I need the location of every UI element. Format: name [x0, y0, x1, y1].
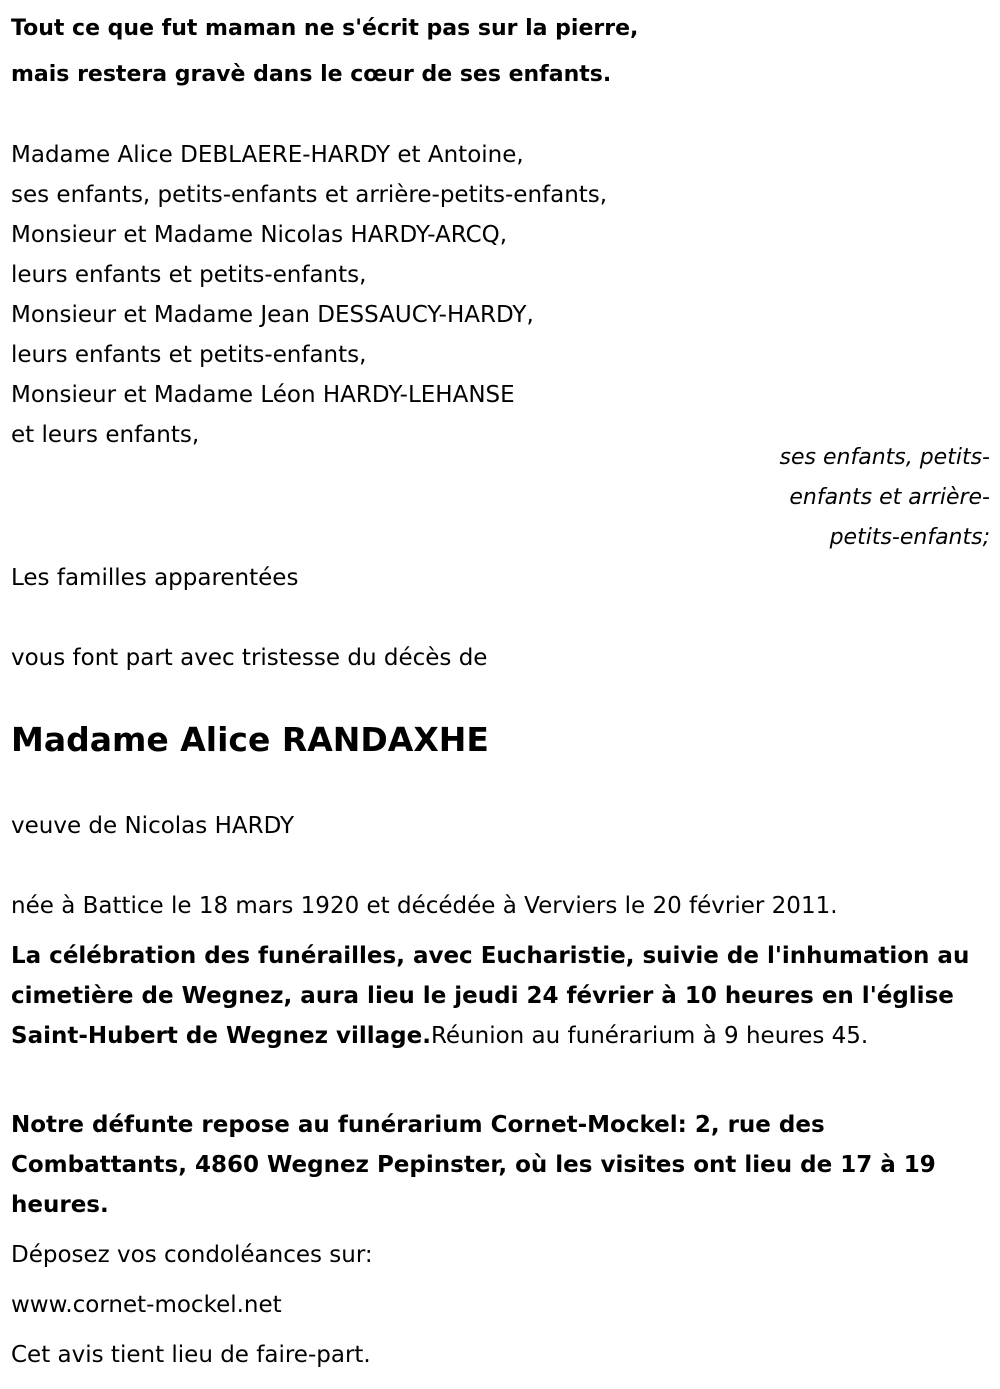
family-line: leurs enfants et petits-enfants, — [11, 262, 367, 288]
widow-of: veuve de Nicolas HARDY — [11, 813, 295, 839]
family-line: Monsieur et Madame Nicolas HARDY-ARCQ, — [11, 222, 508, 248]
repose-info: Notre défunte repose au funérarium Cornet-Mockel: 2, rue des Combattants, 4860 Wegnez Pepinster, où les visites ont lieu de 17 à 19 heures. — [11, 1112, 936, 1218]
side-note — [750, 438, 990, 558]
family-list — [11, 135, 991, 455]
side-note-line: enfants et arrière- — [789, 485, 990, 510]
epigraph-line: mais restera gravè dans le cœur de ses enfants. — [11, 62, 612, 87]
epigraph-line: Tout ce que fut maman ne s'écrit pas sur la pierre, — [11, 16, 639, 41]
ceremony-details: La célébration des funérailles, avec Eucharistie, suivie de l'inhumation au cimetière de Wegnez, aura lieu le jeudi 24 février à 10 heures en l'église Saint-Hubert de Wegnez village. — [11, 943, 970, 1049]
epigraph — [11, 6, 991, 98]
family-line: leurs enfants et petits-enfants, — [11, 342, 367, 368]
family-line: Madame Alice DEBLAERE-HARDY et Antoine, — [11, 142, 524, 168]
closing-note: Cet avis tient lieu de faire-part. — [11, 1342, 371, 1368]
ceremony — [11, 936, 971, 1056]
ceremony-gathering: Réunion au funérarium à 9 heures 45. — [430, 1023, 869, 1049]
deceased-name: Madame Alice RANDAXHE — [11, 720, 489, 759]
birth-death: née à Battice le 18 mars 1920 et décédée à Verviers le 20 février 2011. — [11, 893, 838, 919]
family-line: Monsieur et Madame Jean DESSAUCY-HARDY, — [11, 302, 534, 328]
website-link[interactable]: www.cornet-mockel.net — [11, 1292, 282, 1318]
side-note-line: petits-enfants; — [829, 525, 990, 550]
side-note-line: ses enfants, petits- — [779, 445, 990, 470]
family-line: et leurs enfants, — [11, 422, 200, 448]
family-line: ses enfants, petits-enfants et arrière-petits-enfants, — [11, 182, 608, 208]
relatives: Les familles apparentées — [11, 565, 299, 591]
announcement: vous font part avec tristesse du décès de — [11, 645, 488, 671]
family-line: Monsieur et Madame Léon HARDY-LEHANSE — [11, 382, 515, 408]
condolences-label: Déposez vos condoléances sur: — [11, 1242, 373, 1268]
